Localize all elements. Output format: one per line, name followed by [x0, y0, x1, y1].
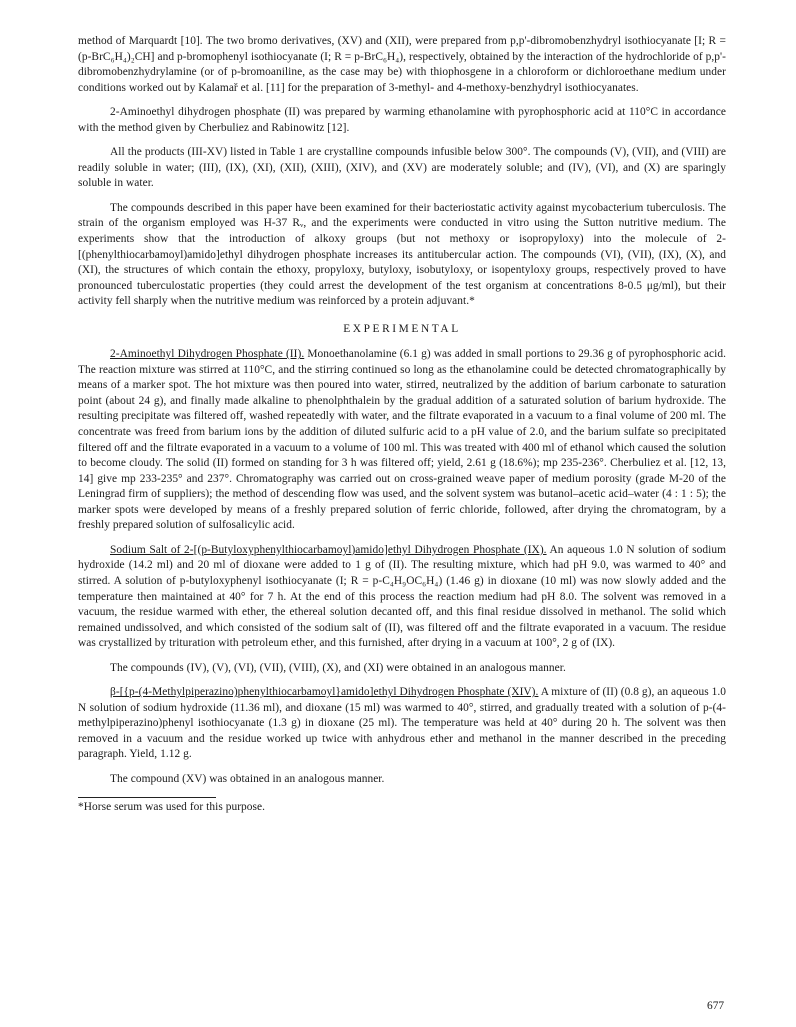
body-xiv: A mixture of (II) (0.8 g), an aqueous 1.0 N solution of sodium hydroxide (11.36 ml), and dioxane (15 ml) was warmed to 40°, stirred, and gradually treated with a solution of p-(4-methylpiperazino)phenyl isothiocyanate (1.3 g) in dioxane (25 ml). The temperature was held at 40° during 20 h. The solvent was then removed in a vacuum and the residue worked up twice with anhydrous ether and methanol in the manner described in the preceding paragraph. Yield, 1.12 g.: [78, 686, 726, 761]
footnote: *Horse serum was used for this purpose.: [78, 800, 266, 813]
paragraph-products: All the products (III-XV) listed in Table 1 are crystalline compounds infusible below 300°. The compounds (V), (VII), and (VIII) are readily soluble in water; (III), (IX), (XI), (XII), (XIII), (XIV), and (XV) are moderately soluble; and (IV), (VI), and (X) are sparingly soluble in water.: [78, 146, 726, 190]
subheading-ix: Sodium Salt of 2-[(p-Butyloxyphenylthiocarbamoyl)amido]ethyl Dihydrogen Phosphate (IX).: [110, 543, 547, 556]
footnote-divider: [78, 797, 216, 798]
paragraph-experimental-ii: [78, 347, 726, 534]
paragraph-bacteriostatic: The compounds described in this paper have been examined for their bacteriostatic activity against mycobacterium tuberculosis. The strain of the organism employed was H-37 Rᵥ, and the experiments were conducted in vitro using the Sutton nutritive medium. The experiments show that the introduction of alkoxy groups (but not methoxy or isopropyloxy) into the molecule of 2-[(phenylthiocarbamoyl)amido]ethyl dihydrogen phosphate increases its antitubercular action. The compounds (VI), (VII), (IX), (X), and (XI), the structures of which contain the ethoxy, propyloxy, butyloxy, isobutyloxy, or isopentyloxy groups, respectively proved to have pronounced tuberculostatic properties (they could arrest the development of the test organism at concentrations 8-0.5 μg/ml), but their activity fell sharply when the nutritive medium was reinforced by a protein adjuvant.*: [78, 201, 726, 308]
paragraph-experimental-ix: [78, 543, 726, 652]
paragraph-analogous-1: The compounds (IV), (V), (VI), (VII), (VIII), (X), and (XI) were obtained in an analogous manner.: [110, 661, 566, 674]
page-number: 677: [707, 1000, 725, 1012]
paragraph-experimental-xiv: [78, 685, 726, 763]
body-ix: An aqueous 1.0 N solution of sodium hydroxide (14.2 ml) and 20 ml of dioxane were added to 1 g of (II). The resulting mixture, which had pH 9.0, was warmed to 40° and stirred. A solution of p-butyloxyphenyl isothiocyanate (I; R = p-C₄H₉OC₆H₄) (1.46 g) in dioxane (10 ml) was now slowly added and the temperature then maintained at 40° for 7 h. At the end of this process the reaction medium had pH 8.0. The solvent was removed in a vacuum, the residue warmed with ether, the ethereal solution decanted off, and this final residue dissolved in methanol. The solid which remained undissolved, and which consisted of the sodium salt of (II), was filtered off and the filtrate evaporated in a vacuum. The residue was crystallized by trituration with petroleum ether, and this furnished, after drying in a vacuum at 100°, 2 g of (IX).: [78, 543, 726, 650]
paragraph-analogous-2: The compound (XV) was obtained in an analogous manner.: [110, 772, 385, 785]
subheading-ii: 2-Aminoethyl Dihydrogen Phosphate (II).: [110, 348, 305, 361]
paragraph-continuation: method of Marquardt [10]. The two bromo derivatives, (XV) and (XII), were prepared from p,p'-dibromobenzhydryl isothiocyanate [I; R = (p-BrC₆H₄)₂CH] and p-bromophenyl isothiocyanate (I; R = p-BrC₆H₄), respectively, obtained by the interaction of the hydrochloride of p,p'-dibromobenzhydrylamine (or of p-bromoaniline, as the case may be) with thiophosgene in a chloroform or dichloroethane medium under conditions worked out by Kalamař et al. [11] for the preparation of 3-methyl- and 4-methoxy-benzhydryl isothiocyanates.: [78, 35, 726, 94]
body-ii: Monoethanolamine (6.1 g) was added in small portions to 29.36 g of pyrophosphoric acid. The reaction mixture was stirred at 110°C, and the stirring continued so long as the ethanolamine could be detected chromatographically by means of a marker spot. The hot mixture was then poured into water, stirred, neutralized by the addition of barium carbonate to saturation point (about 24 g), and finally made alkaline to phenolphthalein by the gradual addition of a saturated solution of barium hydroxide. The resulting precipitate was filtered off, washed repeatedly with water, and the filtrate evaporated in a vacuum to a final volume of 200 ml. The concentrate was freed from barium ions by the addition of diluted sulfuric acid to a pH value of 2.0, and the barium sulfate so precipitated filtered off and the filtrate evaporated in a vacuum to a volume of 100 ml. This was treated with 400 ml of ethanol which caused the solution to become cloudy. The solid (II) formed on standing for 3 h was filtered off; yield, 2.61 g (18.6%); mp 235-236°. Cherbuliez et al. [12, 13, 14] give mp 233-235° and 237°. Chromatography was carried out on cross-grained weave paper of medium porosity (grade M-20 of the Leningrad firm of suppliers); the method of descending flow was used, and the solvent system was butanol–acetic acid–water (4 : 1 : 5); the marker spots were developed by means of a freshly prepared solution of ferric chloride, followed, after drying the chromatogram, by a freshly prepared solution of sulfosalicylic acid.: [78, 348, 727, 532]
page-body: [78, 34, 726, 815]
paragraph-aminoethyl-prep: 2-Aminoethyl dihydrogen phosphate (II) was prepared by warming ethanolamine with pyrophosphoric acid at 110°C in accordance with the method given by Cherbuliez and Rabinowitz [12].: [78, 106, 726, 134]
section-heading-experimental: EXPERIMENTAL: [343, 322, 461, 335]
subheading-xiv: β-[{p-(4-Methylpiperazino)phenylthiocarbamoyl}amido]ethyl Dihydrogen Phosphate (XIV).: [110, 686, 539, 699]
